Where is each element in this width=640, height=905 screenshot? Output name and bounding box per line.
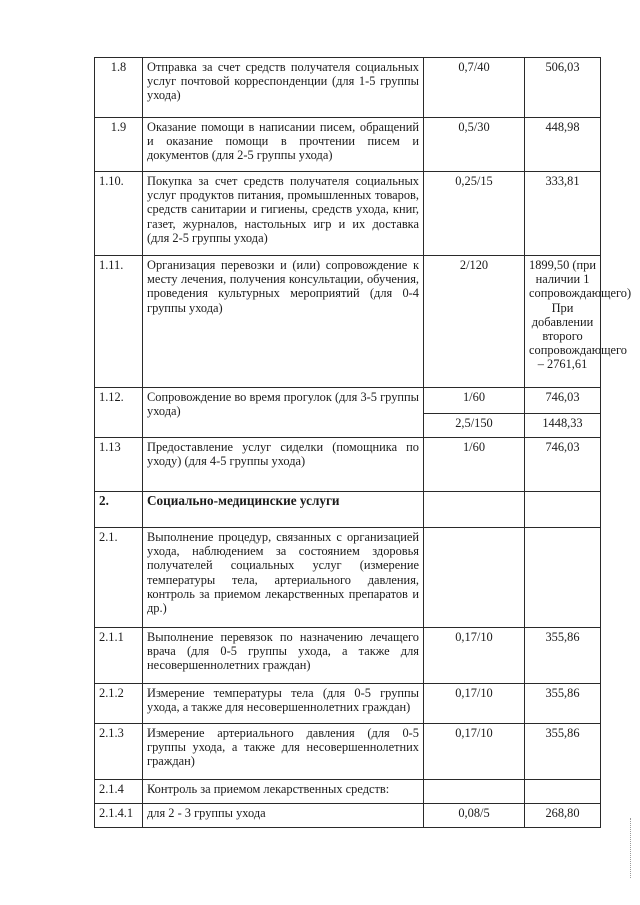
service-time: 1/60 bbox=[424, 438, 525, 492]
table-row bbox=[95, 724, 601, 780]
service-time: 0,08/5 bbox=[424, 804, 525, 828]
service-time: 0,17/10 bbox=[424, 724, 525, 780]
service-time bbox=[424, 528, 525, 628]
service-time: 0,25/15 bbox=[424, 172, 525, 256]
service-time: 2,5/150 bbox=[424, 414, 525, 438]
row-number: 2.1.1 bbox=[95, 628, 143, 684]
service-description: Организация перевозки и (или) сопровождение к месту лечения, получения консультации, обучения, проведения культурных мероприятий (для 0-4 группы ухода) bbox=[143, 256, 424, 388]
services-table bbox=[94, 57, 632, 828]
table-row bbox=[95, 684, 601, 724]
empty-cell bbox=[525, 492, 601, 528]
table-row bbox=[95, 528, 601, 628]
service-description: Отправка за счет средств получателя социальных услуг почтовой корреспонденции (для 1-5 группы ухода) bbox=[143, 58, 424, 118]
row-number: 2.1. bbox=[95, 528, 143, 628]
service-description: Выполнение процедур, связанных с организацией ухода, наблюдением за состоянием здоровья получателей социальных услуг (измерение температуры тела, артериального давления, контроль за приемом лекарственных препаратов и др.) bbox=[143, 528, 424, 628]
row-number: 2.1.2 bbox=[95, 684, 143, 724]
row-number: 1.11. bbox=[95, 256, 143, 388]
table-row bbox=[95, 256, 601, 388]
service-time: 0,17/10 bbox=[424, 628, 525, 684]
service-time: 0,5/30 bbox=[424, 118, 525, 172]
service-price: 746,03 bbox=[525, 388, 601, 414]
service-price: 355,86 bbox=[525, 684, 601, 724]
row-number: 1.12. bbox=[95, 388, 143, 438]
table-row bbox=[95, 118, 601, 172]
service-price: 746,03 bbox=[525, 438, 601, 492]
service-time: 0,7/40 bbox=[424, 58, 525, 118]
service-price: 448,98 bbox=[525, 118, 601, 172]
service-description: Покупка за счет средств получателя социальных услуг продуктов питания, промышленных товаров, средств санитарии и гигиены, средств ухода, книг, газет, журналов, настольных игр и их доставка (для 2-5 группы ухода) bbox=[143, 172, 424, 256]
service-price bbox=[525, 780, 601, 804]
row-number: 2.1.3 bbox=[95, 724, 143, 780]
service-description: Сопровождение во время прогулок (для 3-5 группы ухода) bbox=[143, 388, 424, 438]
service-time: 0,17/10 bbox=[424, 684, 525, 724]
table-row bbox=[95, 438, 601, 492]
service-description: Измерение температуры тела (для 0-5 группы ухода, а также для несовершеннолетних граждан) bbox=[143, 684, 424, 724]
service-price: 506,03 bbox=[525, 58, 601, 118]
service-price: 355,86 bbox=[525, 628, 601, 684]
table-row bbox=[95, 780, 601, 804]
row-number: 1.8 bbox=[95, 58, 143, 118]
service-description: для 2 - 3 группы ухода bbox=[143, 804, 424, 828]
service-description: Измерение артериального давления (для 0-5 группы ухода, а также для несовершеннолетних граждан) bbox=[143, 724, 424, 780]
service-price: 268,80 bbox=[525, 804, 601, 828]
service-price: 1448,33 bbox=[525, 414, 601, 438]
row-number: 2.1.4 bbox=[95, 780, 143, 804]
service-price bbox=[525, 528, 601, 628]
scan-artifact-line bbox=[630, 818, 633, 878]
row-number: 1.9 bbox=[95, 118, 143, 172]
empty-cell bbox=[424, 492, 525, 528]
service-description: Контроль за приемом лекарственных средств: bbox=[143, 780, 424, 804]
table-row bbox=[95, 804, 601, 828]
service-price: 355,86 bbox=[525, 724, 601, 780]
service-description: Предоставление услуг сиделки (помощника по уходу) (для 4-5 группы ухода) bbox=[143, 438, 424, 492]
table-row bbox=[95, 388, 601, 414]
service-description: Выполнение перевязок по назначению лечащего врача (для 0-5 группы ухода, а также для несовершеннолетних граждан) bbox=[143, 628, 424, 684]
table-row bbox=[95, 58, 601, 118]
section-title: Социально-медицинские услуги bbox=[143, 492, 424, 528]
service-description: Оказание помощи в написании писем, обращений и оказание помощи в прочтении писем и документов (для 2-5 группы ухода) bbox=[143, 118, 424, 172]
table-row bbox=[95, 172, 601, 256]
service-time: 1/60 bbox=[424, 388, 525, 414]
row-number: 2.1.4.1 bbox=[95, 804, 143, 828]
service-time bbox=[424, 780, 525, 804]
table-row bbox=[95, 628, 601, 684]
service-time: 2/120 bbox=[424, 256, 525, 388]
row-number: 1.10. bbox=[95, 172, 143, 256]
section-header-row bbox=[95, 492, 601, 528]
service-price: 1899,50 (при наличии 1 сопровождающего) При добавлении второго сопровождающего – 2761,61 bbox=[525, 256, 601, 388]
section-number: 2. bbox=[95, 492, 143, 528]
service-price: 333,81 bbox=[525, 172, 601, 256]
row-number: 1.13 bbox=[95, 438, 143, 492]
